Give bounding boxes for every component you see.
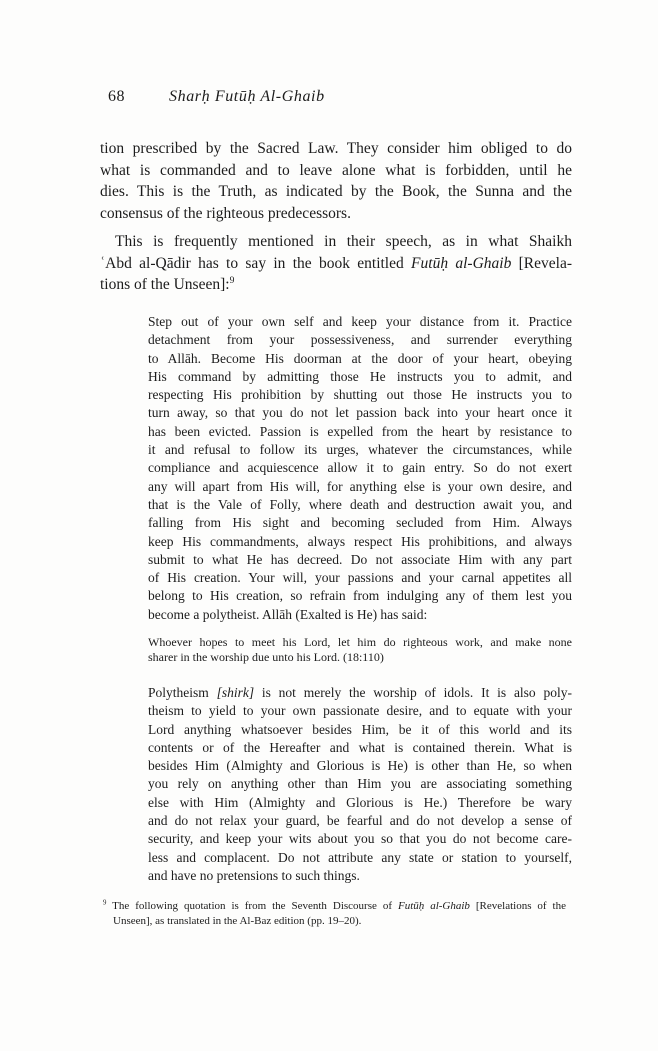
text-line: respecting His prohibition by shutting out those He instructs you to: [148, 387, 572, 403]
text-line: become a polytheist. Allāh (Exalted is He) has said:: [148, 606, 428, 622]
text-line: Polytheism [shirk] is not merely the worship of idols. It is also poly-: [148, 685, 572, 700]
text-line: Unseen], as translated in the Al-Baz edition (pp. 19–20).: [113, 915, 362, 927]
text-line: consensus of the righteous predecessors.: [100, 204, 351, 222]
text-line: you rely on anything other than Him you are associating something: [148, 776, 572, 792]
text-line: detachment from your possessiveness, and surrender everything: [148, 332, 572, 348]
text-line: less and complacent. Do not attribute any state or station to yourself,: [148, 849, 572, 865]
text-line: what is commanded and to leave alone what is forbidden, until he: [100, 161, 572, 179]
text-line: This is frequently mentioned in their speech, as in what Shaikh: [115, 233, 572, 250]
text-line: Step out of your own self and keep your distance from it. Practice: [148, 314, 572, 329]
text-line: dies. This is the Truth, as indicated by the Book, the Sunna and the: [100, 183, 572, 201]
text-line: compliance and acquiescence allow it to gain entry. So do not exert: [148, 460, 572, 476]
text-line: theism to yield to your own passionate desire, and to equate with your: [148, 703, 572, 719]
text-line: and do not relax your guard, be fearful and do not develop a sense of: [148, 813, 572, 829]
text-line: ʿAbd al-Qādir has to say in the book entitled Futūḥ al-Ghaib [Revela-: [100, 254, 572, 272]
text-line: tion prescribed by the Sacred Law. They consider him obliged to do: [100, 140, 572, 157]
text-line: keep His commandments, always respect His prohibitions, and always: [148, 533, 572, 549]
text-line: to Allāh. Become His doorman at the door of your heart, obeying: [148, 350, 572, 366]
text-line: it and refusal to follow its urges, whatever the circumstances, while: [148, 442, 572, 458]
text-line: contents or of the Hereafter and what is contained therein. What is: [148, 739, 572, 755]
text-line: tions of the Unseen]:$^9$: [100, 275, 235, 294]
block-quote-second: [148, 684, 572, 885]
text-line: besides Him (Almighty and Glorious is He) is other than He, so when: [148, 758, 572, 774]
block-quote-first: [148, 313, 572, 624]
text-line: $^9$ The following quotation is from the Seventh Discourse of Futūḥ al-Ghaib [Revelations of the: [103, 899, 566, 912]
text-line: turn away, so that you do not let passion back into your heart once it: [148, 405, 572, 421]
running-title: Sharḥ Futūḥ Al-Ghaib: [169, 88, 325, 105]
footnote: [103, 899, 566, 929]
text-line: any will apart from His will, for anything else is your own desire, and: [148, 478, 572, 494]
text-line: sharer in the worship due unto his Lord. (18:110): [148, 649, 384, 664]
text-line: Whoever hopes to meet his Lord, let him do righteous work, and make none: [148, 635, 572, 649]
text-line: else with Him (Almighty and Glorious is He.) Therefore be wary: [148, 794, 572, 810]
text-line: His command by admitting those He instructs you to admit, and: [148, 368, 572, 384]
intro-paragraph: [100, 231, 572, 296]
page-number: 68: [108, 88, 125, 105]
text-line: submit to what He has decreed. Do not associate Him with any part: [148, 551, 572, 567]
text-line: that is the Vale of Folly, where death and destruction await you, and: [148, 496, 572, 512]
text-line: Lord anything whatsoever besides Him, be it of this world and its: [148, 721, 572, 737]
text-line: security, and keep your wits about you so that you do not become care-: [148, 831, 572, 847]
opening-paragraph: [100, 138, 572, 224]
text-line: and have no pretensions to such things.: [148, 867, 360, 883]
text-line: falling from His sight and becoming secluded from Him. Always: [148, 515, 572, 531]
quran-verse-quote: [148, 635, 572, 665]
text-line: has been evicted. Passion is expelled from the heart by resistance to: [148, 423, 572, 439]
text-line: of His creation. Your will, your passions and your carnal appetites all: [148, 570, 572, 586]
page-header: [108, 88, 572, 106]
text-line: belong to His creation, so refrain from indulging any of them lest you: [148, 588, 572, 604]
